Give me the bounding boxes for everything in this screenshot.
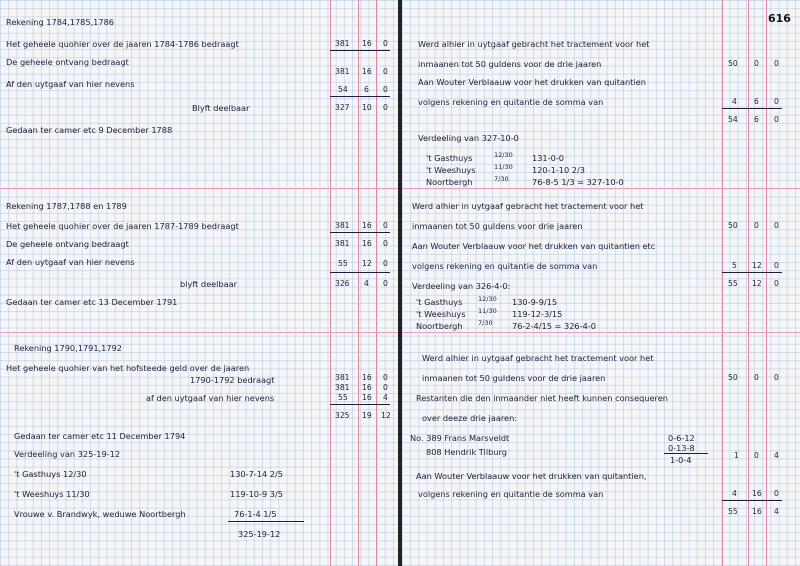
account-line: Werd alhier in uytgaaf gebracht het tractement voor het: [412, 201, 644, 211]
amount-column-rule: [722, 0, 723, 566]
account-line: Gedaan ter camer etc 9 December 1788: [6, 125, 173, 135]
account-line: Het geheele quohier over de jaaren 1784-1786 bedraagt: [6, 39, 239, 49]
amount-guilders: 50: [728, 59, 738, 68]
remainder-total: 1-0-4: [670, 455, 692, 465]
distribution-amount: 119-12-3/15: [512, 309, 563, 319]
account-line: inmaanen tot 50 guldens voor drie jaaren: [412, 221, 583, 231]
account-line: volgens rekening en quitantie de somma van: [412, 261, 598, 271]
sum-rule: [330, 232, 390, 233]
account-title: [6, 18, 114, 26]
amount-guilders: 50: [728, 221, 738, 230]
sum-rule: [330, 404, 390, 405]
remainder-amount: 0-6-12: [668, 433, 695, 443]
distribution-amount: 76-2-4/15 = 326-4-0: [512, 321, 596, 331]
account-line: Aan Wouter Verblaauw voor het drukken van quitantien,: [416, 471, 647, 481]
account-line: Werd alhier in uytgaaf gebracht het tractement voor het: [422, 353, 654, 363]
amount-guilders: 326: [335, 279, 350, 288]
left-page: [0, 0, 398, 566]
right-page: [402, 0, 800, 566]
distribution-amount: 76-1-4 1/5: [234, 509, 277, 519]
account-line: over deeze drie jaaren:: [422, 413, 518, 423]
sum-rule: [722, 500, 782, 501]
amount-pennies: 0: [383, 239, 388, 248]
distribution-fraction: 11/30: [494, 163, 513, 171]
distribution-fraction: 12/30: [478, 295, 497, 303]
account-line: Verdeeling van 327-10-0: [418, 133, 519, 143]
amount-guilders: 55: [338, 259, 348, 268]
remainder-line: No. 389 Frans Marsveldt: [410, 433, 510, 443]
amount-pennies: 0: [774, 115, 779, 124]
amount-guilders: 381: [335, 239, 350, 248]
amount-pennies: 4: [383, 393, 388, 402]
distribution-amount: 76-8-5 1/3 = 327-10-0: [532, 177, 624, 187]
distribution-amount: 119-10-9 3/5: [230, 489, 283, 499]
amount-guilders: 55: [728, 279, 738, 288]
amount-pennies: 0: [774, 261, 779, 270]
section-divider: [402, 332, 800, 333]
distribution-fraction: 11/30: [478, 307, 497, 315]
account-line: Het geheele quohier van het hofsteede geld over de jaaren: [6, 363, 250, 373]
amount-guilders: 54: [338, 85, 348, 94]
amount-stivers: 10: [362, 103, 372, 112]
amount-column-rule: [766, 0, 767, 566]
amount-guilders: 381: [335, 383, 350, 392]
account-line: blyft deelbaar: [180, 279, 238, 289]
sum-rule: [330, 272, 390, 273]
amount-guilders: 381: [335, 373, 350, 382]
amount-pennies: 4: [774, 451, 779, 460]
amount-stivers: 6: [754, 115, 759, 124]
amount-guilders: 381: [335, 67, 350, 76]
amount-stivers: 0: [754, 59, 759, 68]
distribution-line: Noortbergh: [416, 321, 463, 331]
account-line: Aan Wouter Verblaauw voor het drukken van quitantien: [418, 77, 646, 87]
distribution-amount: 131-0-0: [532, 153, 564, 163]
distribution-line: 't Gasthuys 12/30: [14, 469, 87, 479]
amount-pennies: 0: [774, 97, 779, 106]
distribution-line: 't Weeshuys: [416, 309, 466, 319]
amount-guilders: 1: [734, 451, 739, 460]
amount-pennies: 0: [383, 85, 388, 94]
amount-guilders: 55: [338, 393, 348, 402]
account-title: Rekening 1790,1791,1792: [14, 343, 123, 353]
amount-stivers: 16: [752, 489, 762, 498]
amount-pennies: 0: [383, 221, 388, 230]
remainder-amount: 0-13-8: [668, 443, 695, 453]
amount-pennies: 0: [774, 279, 779, 288]
amount-pennies: 0: [383, 67, 388, 76]
amount-stivers: 6: [754, 97, 759, 106]
amount-stivers: 16: [362, 373, 372, 382]
distribution-fraction: 12/30: [494, 151, 513, 159]
section-divider: [0, 188, 398, 189]
amount-pennies: 0: [383, 373, 388, 382]
sum-rule: [330, 50, 390, 51]
account-line: Gedaan ter camer etc 13 December 1791: [6, 297, 178, 307]
amount-guilders: 55: [728, 507, 738, 516]
distribution-line: 't Weeshuys: [426, 165, 476, 175]
distribution-total: 325-19-12: [238, 529, 281, 539]
amount-stivers: 16: [362, 383, 372, 392]
distribution-amount: 130-9-9/15: [512, 297, 558, 307]
account-line: 1790-1792 bedraagt: [190, 375, 275, 385]
account-line: Gedaan ter camer etc 11 December 1794: [14, 431, 186, 441]
amount-guilders: 50: [728, 373, 738, 382]
account-line: inmaanen tot 50 guldens voor de drie jaaren: [418, 59, 602, 69]
account-line: volgens rekening en quitantie de somma van: [418, 489, 604, 499]
amount-stivers: 19: [362, 411, 372, 420]
account-line: Aan Wouter Verblaauw voor het drukken van quitantien etc: [412, 241, 656, 251]
distribution-amount: 130-7-14 2/5: [230, 469, 283, 479]
amount-pennies: 0: [383, 39, 388, 48]
account-line: De geheele ontvang bedraagt: [6, 239, 129, 249]
amount-pennies: 12: [381, 411, 391, 420]
amount-stivers: 16: [752, 507, 762, 516]
amount-column-rule: [748, 0, 749, 566]
distribution-fraction: 7/30: [494, 175, 509, 183]
account-line: Verdeeling van 326-4-0:: [412, 281, 511, 291]
sum-rule: [228, 521, 304, 522]
amount-column-rule: [330, 0, 331, 566]
account-line: Het geheele quohier over de jaaren 1787-1789 bedraagt: [6, 221, 239, 231]
amount-guilders: 381: [335, 39, 350, 48]
amount-guilders: 327: [335, 103, 350, 112]
account-line: af den uytgaaf van hier nevens: [146, 393, 275, 403]
amount-pennies: 4: [774, 507, 779, 516]
amount-pennies: 0: [774, 59, 779, 68]
account-line: Af den uytgaaf van hier nevens: [6, 79, 135, 89]
amount-stivers: 0: [754, 451, 759, 460]
account-line: Verdeeling van 325-19-12: [14, 449, 121, 459]
account-line: volgens rekening en quitantie de somma van: [418, 97, 604, 107]
distribution-line: 't Gasthuys: [416, 297, 463, 307]
amount-pennies: 0: [383, 103, 388, 112]
amount-column-rule: [358, 0, 359, 566]
distribution-line: Vrouwe v. Brandwyk, weduwe Noortbergh: [14, 509, 186, 519]
amount-stivers: 0: [754, 221, 759, 230]
amount-pennies: 0: [383, 259, 388, 268]
account-line: Blyft deelbaar: [192, 103, 250, 113]
amount-stivers: 12: [752, 261, 762, 270]
amount-stivers: 0: [754, 373, 759, 382]
amount-pennies: 0: [383, 383, 388, 392]
account-line: Werd alhier in uytgaaf gebracht het tractement voor het: [418, 39, 650, 49]
page-number: 616: [768, 12, 791, 25]
account-title-text: Rekening 1784,1785,1786: [6, 17, 115, 27]
amount-stivers: 16: [362, 39, 372, 48]
amount-stivers: 16: [362, 239, 372, 248]
amount-pennies: 0: [774, 221, 779, 230]
distribution-fraction: 7/30: [478, 319, 493, 327]
account-line: inmaanen tot 50 guldens voor de drie jaaren: [422, 373, 606, 383]
amount-pennies: 0: [383, 279, 388, 288]
remainder-line: 808 Hendrik Tilburg: [426, 447, 507, 457]
amount-guilders: 4: [732, 489, 737, 498]
amount-guilders: 54: [728, 115, 738, 124]
distribution-line: 't Gasthuys: [426, 153, 473, 163]
account-line: Af den uytgaaf van hier nevens: [6, 257, 135, 267]
amount-guilders: 325: [335, 411, 350, 420]
amount-stivers: 16: [362, 393, 372, 402]
distribution-amount: 120-1-10 2/3: [532, 165, 585, 175]
amount-pennies: 0: [774, 373, 779, 382]
amount-stivers: 12: [362, 259, 372, 268]
distribution-line: Noortbergh: [426, 177, 473, 187]
amount-pennies: 0: [774, 489, 779, 498]
sum-rule: [664, 453, 708, 454]
amount-column-rule: [376, 0, 377, 566]
section-divider: [0, 332, 398, 333]
amount-stivers: 12: [752, 279, 762, 288]
sum-rule: [330, 96, 390, 97]
amount-guilders: 5: [732, 261, 737, 270]
amount-stivers: 16: [362, 67, 372, 76]
amount-stivers: 6: [364, 85, 369, 94]
sum-rule: [722, 272, 782, 273]
amount-stivers: 16: [362, 221, 372, 230]
amount-guilders: 381: [335, 221, 350, 230]
account-line: De geheele ontvang bedraagt: [6, 57, 129, 67]
section-divider: [402, 188, 800, 189]
amount-stivers: 4: [364, 279, 369, 288]
amount-guilders: 4: [732, 97, 737, 106]
sum-rule: [722, 108, 782, 109]
account-title: Rekening 1787,1788 en 1789: [6, 201, 127, 211]
account-line: Restanten die den inmaander niet heeft kunnen consequeren: [416, 393, 668, 403]
distribution-line: 't Weeshuys 11/30: [14, 489, 90, 499]
